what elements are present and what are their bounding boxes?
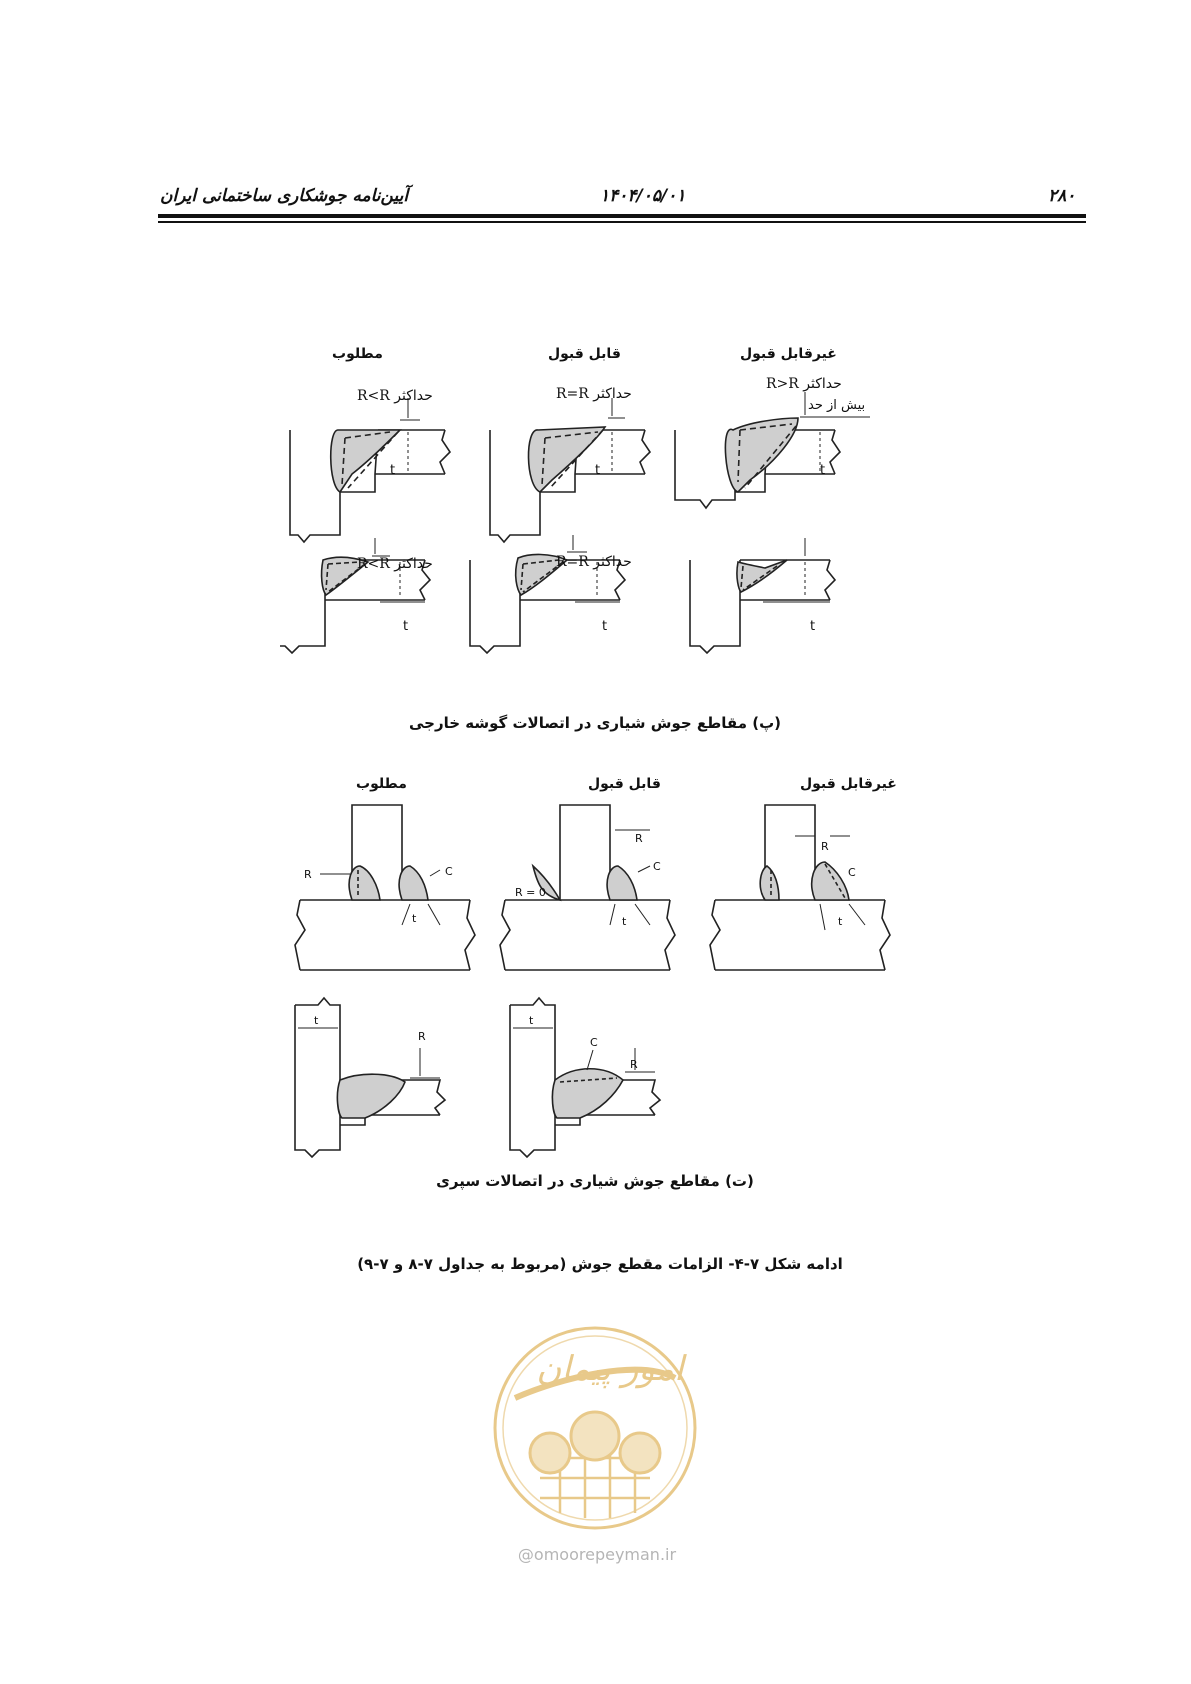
t-row1-unacceptable	[710, 805, 890, 970]
t-r-label-3: R	[821, 840, 829, 853]
p-t-label-5: t	[602, 619, 608, 634]
page-number: ۲۸۰	[1048, 186, 1076, 206]
header-rule-thin	[158, 221, 1086, 223]
p-excess-label: بیش از حد	[808, 398, 866, 413]
t-label-desired: مطلوب	[356, 776, 407, 792]
t-c-label-2: C	[653, 860, 661, 873]
t-t-label-3: t	[838, 915, 843, 928]
p-row1-desired	[290, 398, 450, 542]
t-c-label-1: C	[445, 865, 453, 878]
p-t-label-3: t	[820, 463, 826, 478]
t-c-label-3: C	[848, 866, 856, 879]
t-r-label-1: R	[304, 868, 312, 881]
p-label-acceptable: قابل قبول	[548, 346, 621, 362]
t-rzero-label: R = 0	[515, 886, 546, 899]
p-label-unacceptable: غیرقابل قبول	[740, 346, 837, 362]
t-label-unacceptable: غیرقابل قبول	[800, 776, 897, 792]
section-t-caption: (ت) مقاطع جوش شیاری در اتصالات سپری	[436, 1172, 754, 1190]
t-label-acceptable: قابل قبول	[588, 776, 661, 792]
outside-corner-weld-diagram	[280, 370, 920, 700]
watermark-url: @omoorepeyman.ir	[517, 1545, 677, 1564]
p-t-label-6: t	[810, 619, 816, 634]
p-r-label-acceptable-2: حداکثر R=R	[556, 554, 632, 570]
p-r-label-acceptable-1: حداکثر R=R	[556, 386, 632, 402]
header-title: آیین‌نامه جوشکاری ساختمانی ایران	[160, 186, 409, 206]
watermark-logo	[490, 1318, 700, 1538]
p-r-label-unacceptable: حداکثر R>R	[766, 376, 842, 392]
t-t-label-2: t	[622, 915, 627, 928]
p-row1-acceptable	[490, 398, 650, 542]
p-label-desired: مطلوب	[332, 346, 383, 362]
p-t-label-4: t	[403, 619, 409, 634]
t-row1-desired	[295, 805, 475, 970]
p-r-label-desired-1: حداکثر R<R	[357, 388, 433, 404]
watermark-logo-text: امور پیمان	[536, 1349, 684, 1389]
tee-joint-weld-diagram	[290, 800, 950, 1160]
t-r-label-4: R	[418, 1030, 426, 1043]
p-t-label-2: t	[595, 463, 601, 478]
t-t-label-5: t	[529, 1014, 534, 1027]
p-r-label-desired-2: حداکثر R<R	[357, 556, 433, 572]
t-r-label-2: R	[635, 832, 643, 845]
p-row2-unacceptable	[690, 538, 835, 653]
header-date: ۱۴۰۴/۰۵/۰۱	[600, 186, 686, 206]
at-icon: @	[517, 1545, 534, 1564]
figure-caption: ادامه شکل ۷-۴- الزامات مقطع جوش (مربوط به جداول ۷-۸ و ۷-۹)	[357, 1255, 843, 1273]
header-rule-thick	[158, 214, 1086, 218]
section-p-caption: (پ) مقاطع جوش شیاری در اتصالات گوشه خارجی	[408, 714, 782, 732]
t-t-label-4: t	[314, 1014, 319, 1027]
p-t-label-1: t	[390, 463, 396, 478]
p-row2-acceptable	[470, 535, 625, 653]
t-c-label-5: C	[590, 1036, 598, 1049]
t-r-label-5: R	[630, 1058, 638, 1071]
t-t-label-1: t	[412, 912, 417, 925]
